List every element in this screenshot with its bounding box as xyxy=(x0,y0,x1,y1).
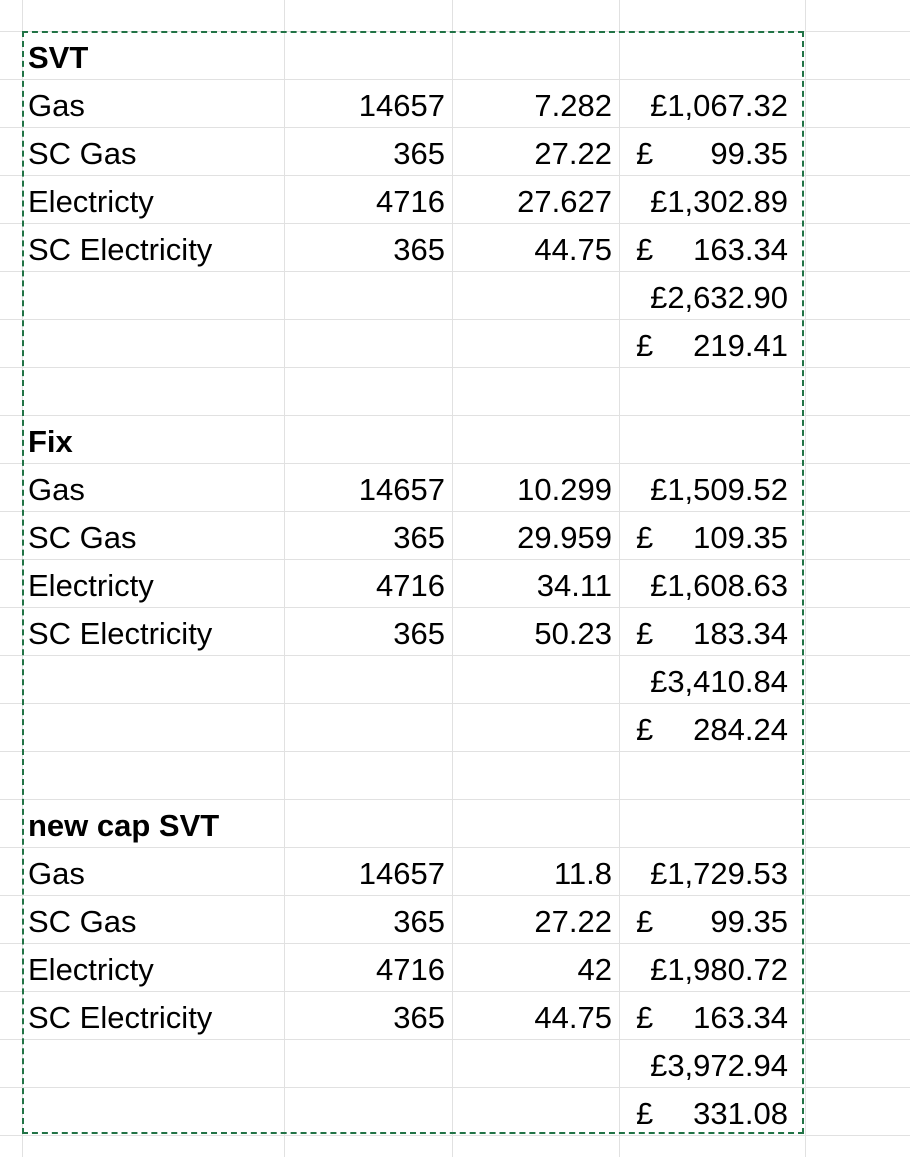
cell-quantity[interactable]: 365 xyxy=(393,136,445,171)
cell-cost[interactable] xyxy=(620,514,788,562)
gridline xyxy=(0,31,910,32)
cell-label[interactable]: Gas xyxy=(28,472,85,507)
table-row xyxy=(0,226,910,274)
cell-rate[interactable]: 27.627 xyxy=(517,184,612,219)
currency-symbol: £ xyxy=(636,1000,654,1035)
cell-cost[interactable] xyxy=(620,562,788,610)
cost-value: £1,608.63 xyxy=(650,568,788,603)
monthly-value: 331.08 xyxy=(693,1096,788,1131)
cell-rate[interactable]: 44.75 xyxy=(534,232,612,267)
cell-quantity[interactable]: 14657 xyxy=(358,88,445,123)
currency-symbol: £ xyxy=(636,520,654,555)
cost-value: £1,729.53 xyxy=(650,856,788,891)
currency-symbol: £ xyxy=(636,904,654,939)
table-row xyxy=(0,514,910,562)
table-row xyxy=(0,466,910,514)
section-title-fix[interactable]: Fix xyxy=(28,424,73,459)
total-row xyxy=(0,658,910,706)
currency-symbol: £ xyxy=(636,136,654,171)
total-value: £3,972.94 xyxy=(650,1048,788,1083)
currency-symbol: £ xyxy=(636,328,654,363)
section-header-row xyxy=(0,802,910,850)
table-row xyxy=(0,82,910,130)
currency-symbol: £ xyxy=(636,1096,654,1131)
cell-cost[interactable] xyxy=(620,130,788,178)
cell-quantity[interactable]: 365 xyxy=(393,616,445,651)
total-value: £2,632.90 xyxy=(650,280,788,315)
cell-label[interactable]: Electricty xyxy=(28,184,154,219)
cell-label[interactable]: Electricty xyxy=(28,952,154,987)
monthly-row xyxy=(0,322,910,370)
cell-cost[interactable] xyxy=(620,850,788,898)
cell-rate[interactable]: 34.11 xyxy=(536,568,612,603)
cell-label[interactable]: Gas xyxy=(28,88,85,123)
cell-quantity[interactable]: 365 xyxy=(393,232,445,267)
cell-cost[interactable] xyxy=(620,226,788,274)
currency-symbol: £ xyxy=(636,232,654,267)
cell-rate[interactable]: 27.22 xyxy=(534,136,612,171)
cell-label[interactable]: SC Electricity xyxy=(28,232,213,267)
cell-label[interactable]: SC Gas xyxy=(28,136,137,171)
table-row xyxy=(0,610,910,658)
cell-quantity[interactable]: 4716 xyxy=(376,568,445,603)
cell-quantity[interactable]: 4716 xyxy=(376,952,445,987)
table-row xyxy=(0,946,910,994)
cell-cost[interactable] xyxy=(620,466,788,514)
cell-cost[interactable] xyxy=(620,898,788,946)
table-row xyxy=(0,130,910,178)
cost-value: £1,509.52 xyxy=(650,472,788,507)
total-row xyxy=(0,1042,910,1090)
table-row xyxy=(0,850,910,898)
cost-value: 163.34 xyxy=(693,1000,788,1035)
cell-label[interactable]: SC Electricity xyxy=(28,616,213,651)
cost-value: 99.35 xyxy=(710,136,788,171)
cost-value: £1,302.89 xyxy=(650,184,788,219)
cell-total[interactable] xyxy=(620,274,788,322)
cell-label[interactable]: SC Electricity xyxy=(28,1000,213,1035)
cell-label[interactable]: Gas xyxy=(28,856,85,891)
cell-label[interactable]: SC Gas xyxy=(28,904,137,939)
section-header-row xyxy=(0,34,910,82)
gridline xyxy=(0,415,910,416)
cell-cost[interactable] xyxy=(620,994,788,1042)
cell-rate[interactable]: 42 xyxy=(577,952,612,987)
cell-cost[interactable] xyxy=(620,946,788,994)
cell-rate[interactable]: 11.8 xyxy=(553,856,612,891)
cell-cost[interactable] xyxy=(620,610,788,658)
cell-rate[interactable]: 50.23 xyxy=(534,616,612,651)
cell-quantity[interactable]: 365 xyxy=(393,904,445,939)
cell-cost[interactable] xyxy=(620,178,788,226)
section-title-svt[interactable]: SVT xyxy=(28,40,89,75)
cell-rate[interactable]: 10.299 xyxy=(517,472,612,507)
cell-total[interactable] xyxy=(620,1042,788,1090)
cell-quantity[interactable]: 365 xyxy=(393,1000,445,1035)
cell-label[interactable]: SC Gas xyxy=(28,520,137,555)
total-row xyxy=(0,274,910,322)
cell-quantity[interactable]: 365 xyxy=(393,520,445,555)
cell-rate[interactable]: 27.22 xyxy=(534,904,612,939)
table-row xyxy=(0,994,910,1042)
monthly-value: 219.41 xyxy=(693,328,788,363)
currency-symbol: £ xyxy=(636,712,654,747)
cell-quantity[interactable]: 4716 xyxy=(376,184,445,219)
monthly-value: 284.24 xyxy=(693,712,788,747)
cell-monthly[interactable] xyxy=(620,706,788,754)
table-row xyxy=(0,562,910,610)
currency-symbol: £ xyxy=(636,616,654,651)
cost-value: £1,067.32 xyxy=(650,88,788,123)
cell-quantity[interactable]: 14657 xyxy=(358,472,445,507)
section-header-row xyxy=(0,418,910,466)
cost-value: £1,980.72 xyxy=(650,952,788,987)
cost-value: 99.35 xyxy=(710,904,788,939)
cell-monthly[interactable] xyxy=(620,1090,788,1138)
cell-cost[interactable] xyxy=(620,82,788,130)
monthly-row xyxy=(0,706,910,754)
cell-label[interactable]: Electricty xyxy=(28,568,154,603)
total-value: £3,410.84 xyxy=(650,664,788,699)
table-row xyxy=(0,898,910,946)
cost-value: 109.35 xyxy=(693,520,788,555)
gridline xyxy=(0,799,910,800)
table-row xyxy=(0,178,910,226)
cost-value: 183.34 xyxy=(693,616,788,651)
section-title-new-cap-svt[interactable]: new cap SVT xyxy=(28,808,220,843)
cell-rate[interactable]: 29.959 xyxy=(517,520,612,555)
cost-value: 163.34 xyxy=(693,232,788,267)
cell-rate[interactable]: 44.75 xyxy=(534,1000,612,1035)
cell-monthly[interactable] xyxy=(620,322,788,370)
cell-total[interactable] xyxy=(620,658,788,706)
monthly-row xyxy=(0,1090,910,1138)
cell-quantity[interactable]: 14657 xyxy=(358,856,445,891)
cell-rate[interactable]: 7.282 xyxy=(534,88,612,123)
